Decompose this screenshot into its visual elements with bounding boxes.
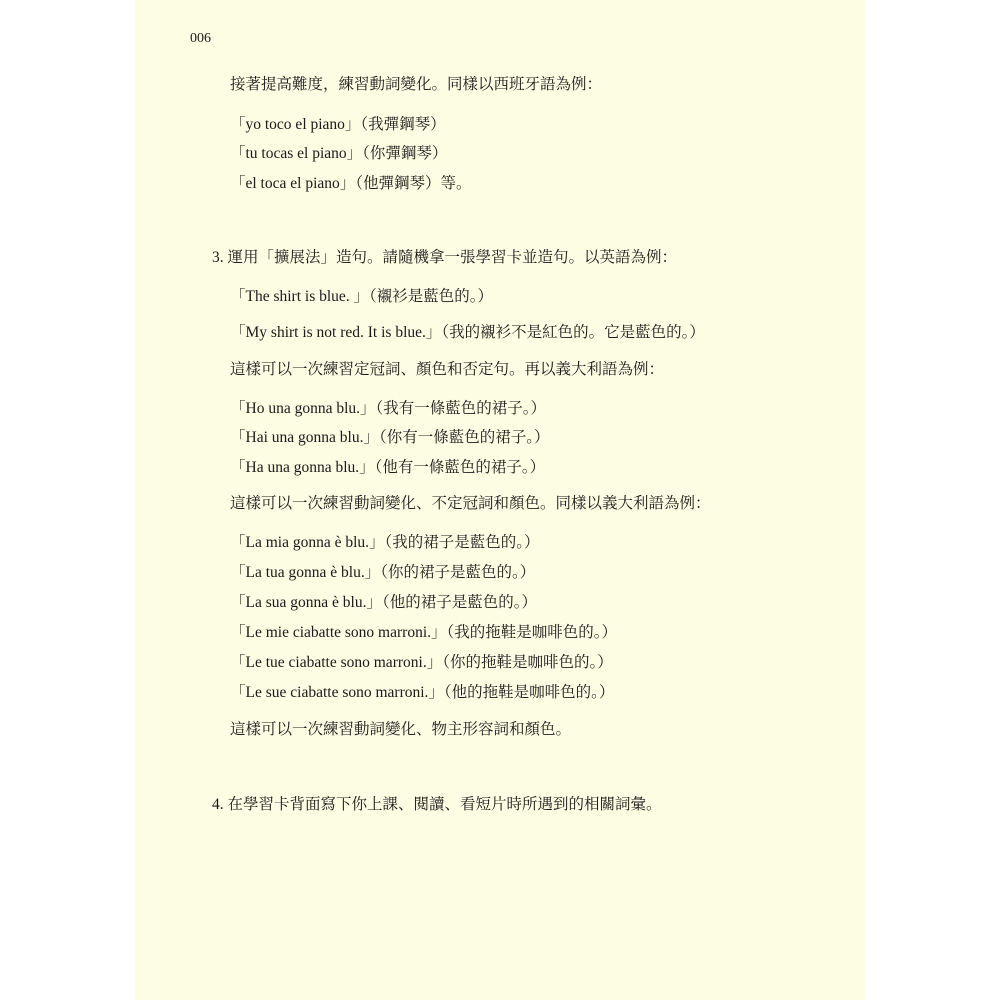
italian-example: 「La sua gonna è blu.」（他的裙子是藍色的。） [230, 594, 537, 611]
italian-example: 「La mia gonna è blu.」（我的裙子是藍色的。） [230, 534, 540, 551]
italian-example: 「Hai una gonna blu.」（你有一條藍色的裙子。） [230, 429, 550, 446]
book-page [135, 0, 865, 1000]
spanish-example: 「tu tocas el piano」（你彈鋼琴） [230, 145, 448, 162]
italian-example: 「Ho una gonna blu.」（我有一條藍色的裙子。） [230, 400, 547, 417]
page-number: 006 [190, 31, 211, 46]
spanish-example: 「el toca el piano」（他彈鋼琴）等。 [230, 175, 472, 192]
italian-example: 「La tua gonna è blu.」（你的裙子是藍色的。） [230, 564, 536, 581]
italian-example: 「Le mie ciabatte sono marroni.」（我的拖鞋是咖啡色的。） [230, 624, 618, 641]
step-4-heading: 4. 在學習卡背面寫下你上課、閱讀、看短片時所遇到的相關詞彙。 [212, 796, 662, 813]
step-3-heading: 3. 運用「擴展法」造句。請隨機拿一張學習卡並造句。以英語為例： [212, 249, 678, 266]
italian-example: 「Ha una gonna blu.」（他有一條藍色的裙子。） [230, 459, 546, 476]
italian-example: 「Le tue ciabatte sono marroni.」（你的拖鞋是咖啡色的。） [230, 654, 613, 671]
italian-example: 「Le sue ciabatte sono marroni.」（他的拖鞋是咖啡色的。） [230, 684, 615, 701]
italian-note: 這樣可以一次練習動詞變化、不定冠詞和顏色。同樣以義大利語為例： [230, 495, 711, 512]
summary-note: 這樣可以一次練習動詞變化、物主形容詞和顏色。 [230, 721, 572, 738]
italian-note: 這樣可以一次練習定冠詞、顏色和否定句。再以義大利語為例： [230, 361, 665, 378]
intro-paragraph: 接著提高難度，練習動詞變化。同樣以西班牙語為例： [230, 76, 603, 93]
english-example: 「My shirt is not red. It is blue.」（我的襯衫不是紅色的。它是藍色的。） [230, 324, 705, 341]
english-example: 「The shirt is blue. 」（襯衫是藍色的。） [230, 288, 494, 305]
spanish-example: 「yo toco el piano」（我彈鋼琴） [230, 116, 446, 133]
